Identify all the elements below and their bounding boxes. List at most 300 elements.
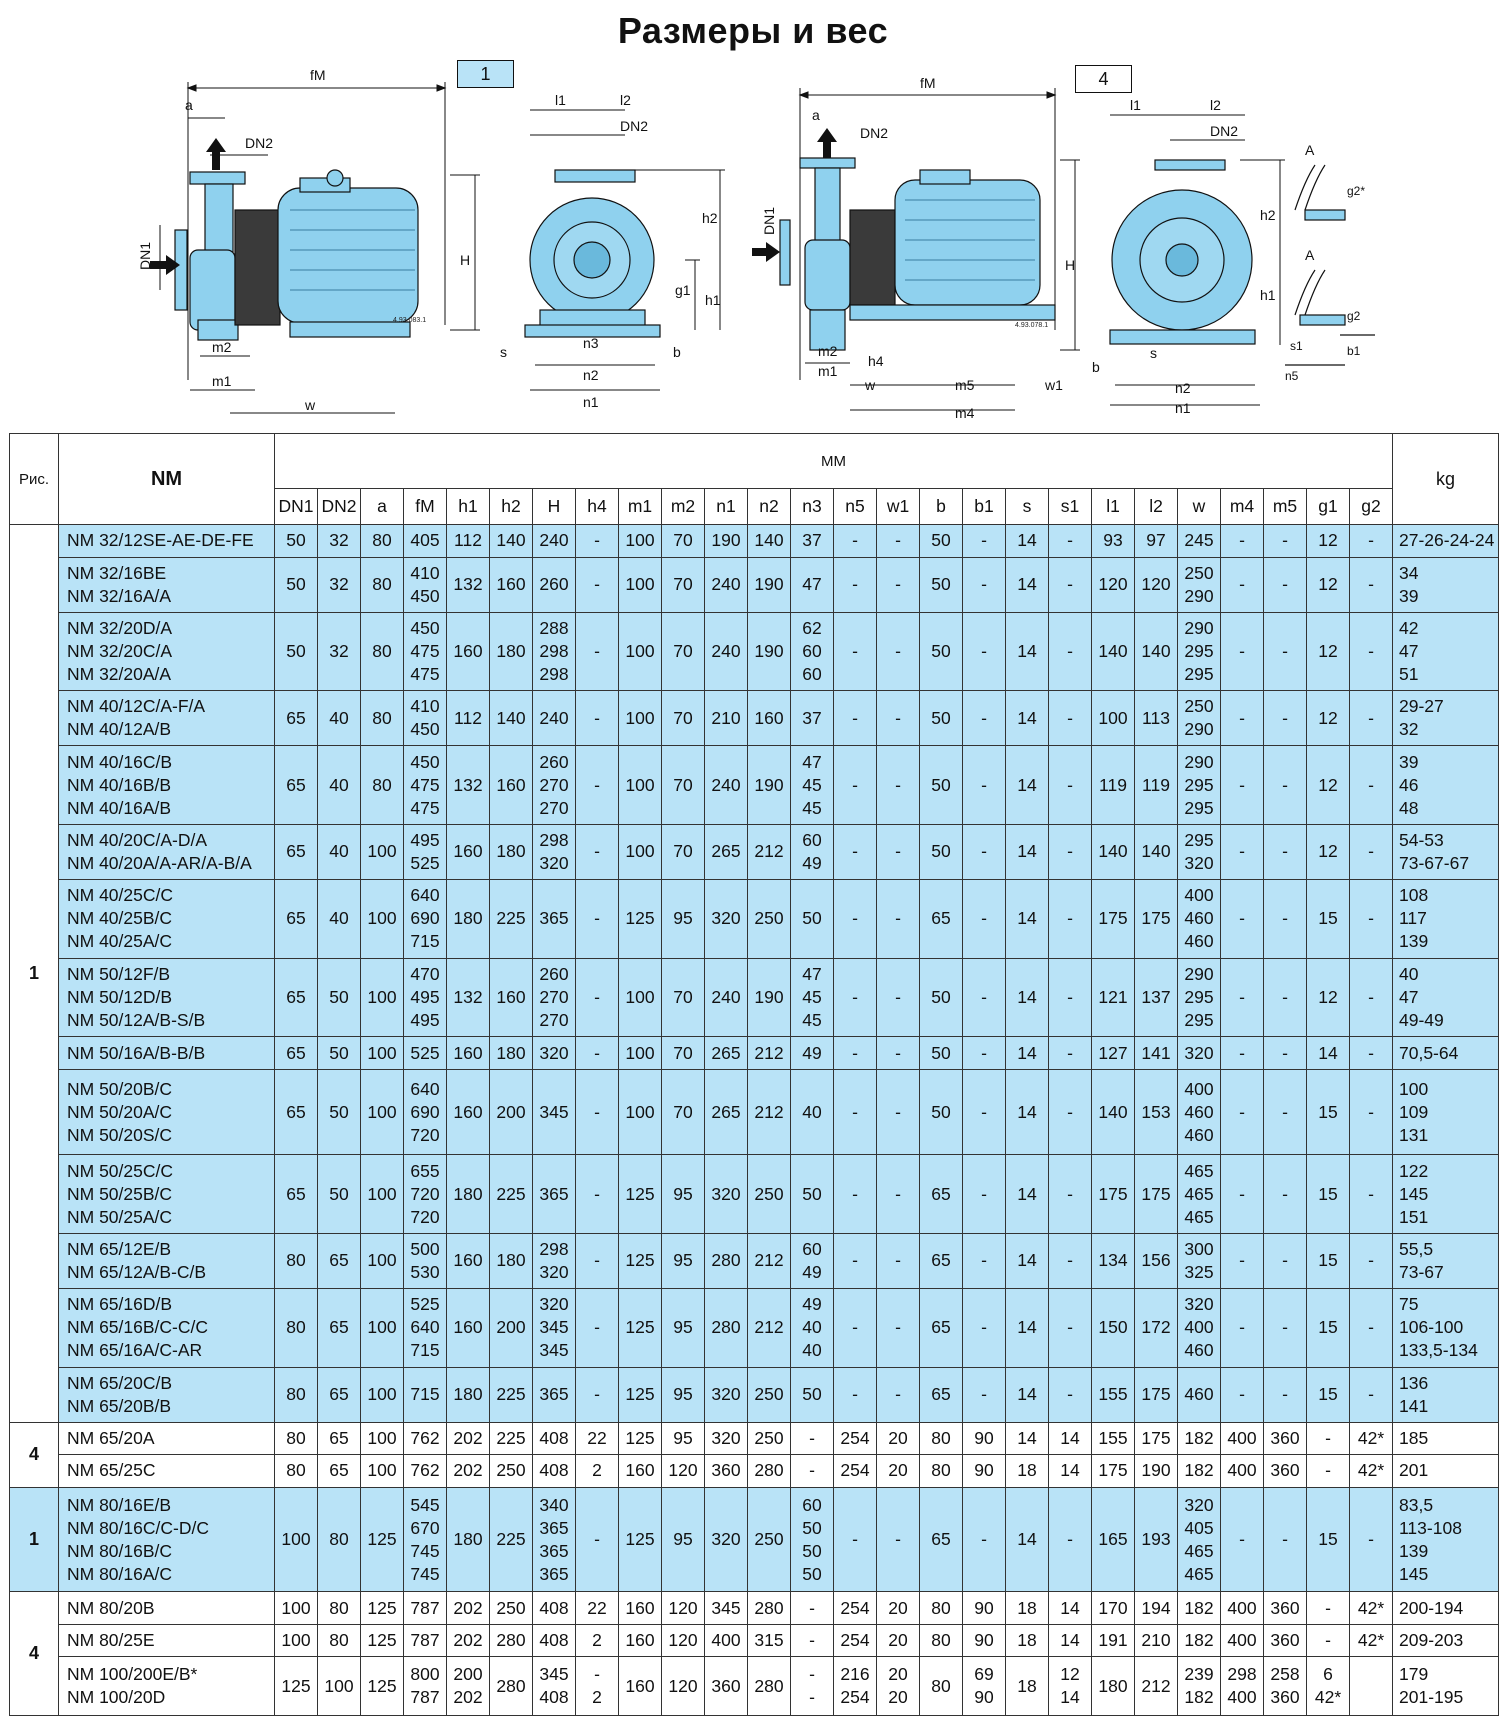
value-cell (748, 1155, 791, 1234)
value: 100 (324, 1675, 354, 1696)
value: 365 (539, 1540, 569, 1561)
model-name: NM 40/16C/B (67, 751, 173, 772)
value: - (594, 1042, 600, 1063)
value-cell (404, 1367, 447, 1422)
value: - (1239, 574, 1245, 595)
value: 65 (329, 1317, 349, 1338)
model-cell (59, 1657, 275, 1716)
value: 525 (410, 852, 440, 873)
value: 360 (1270, 1687, 1300, 1708)
value: 50 (329, 1183, 349, 1204)
value: 640 (410, 885, 440, 906)
value: 125 (625, 908, 655, 929)
value: 95 (673, 1250, 693, 1271)
dim-fM-label: fM (920, 75, 936, 91)
value-cell (361, 1069, 404, 1154)
value-cell (877, 746, 920, 825)
value-cell (619, 1155, 662, 1234)
value-cell (1049, 1037, 1092, 1070)
value: - (1368, 1250, 1374, 1271)
value: 175 (1141, 908, 1171, 929)
value: 190 (711, 530, 741, 551)
value: 14 (1017, 774, 1037, 795)
value: - (1368, 640, 1374, 661)
value-cell (1135, 1657, 1178, 1716)
value: 365 (539, 1183, 569, 1204)
value-cell (963, 880, 1006, 959)
value: 525 (410, 1294, 440, 1315)
value-cell (490, 1155, 533, 1234)
value-cell (662, 1288, 705, 1367)
value: - (1368, 1042, 1374, 1063)
value-cell (1307, 612, 1350, 691)
value-cell (1350, 746, 1393, 825)
value: - (1368, 1384, 1374, 1405)
weight-value: 73-67-67 (1399, 852, 1470, 873)
weight-value: 106-100 (1399, 1317, 1464, 1338)
value-cell (533, 557, 576, 612)
value-cell (533, 691, 576, 746)
value: - (1239, 1529, 1245, 1550)
value-cell (1307, 746, 1350, 825)
value: 14 (1017, 1250, 1037, 1271)
value: 320 (1184, 1042, 1214, 1063)
value: 254 (840, 1687, 870, 1708)
value: 125 (367, 1529, 397, 1550)
value: 495 (410, 986, 440, 1007)
value: 140 (1098, 1101, 1128, 1122)
value-cell (576, 958, 619, 1037)
model-name: NM 32/20C/A (67, 640, 173, 661)
value: - (981, 1250, 987, 1271)
value-cell (318, 1367, 361, 1422)
value: 50 (802, 908, 822, 929)
value: 100 (367, 1384, 397, 1405)
value: 2 (592, 1687, 602, 1708)
dim-b-label: b (673, 344, 681, 360)
value-cell (533, 1422, 576, 1455)
value-cell (791, 557, 834, 612)
model-cell (59, 1487, 275, 1591)
value: 140 (754, 530, 784, 551)
value: 180 (496, 1250, 526, 1271)
value: 100 (367, 1042, 397, 1063)
value-cell (1264, 1487, 1307, 1591)
value-cell (920, 1657, 963, 1716)
value: 32 (329, 530, 349, 551)
value-cell (533, 1455, 576, 1488)
value-cell (877, 1455, 920, 1488)
value: 160 (453, 841, 483, 862)
value: 202 (453, 1630, 483, 1651)
value: - (981, 640, 987, 661)
value: 212 (754, 1317, 784, 1338)
value-cell (1178, 1037, 1221, 1070)
value: 182 (1184, 1687, 1214, 1708)
value-cell (1350, 1233, 1393, 1288)
value: 450 (410, 617, 440, 638)
dim-DN1-label: DN1 (137, 241, 153, 270)
value-cell (1264, 958, 1307, 1037)
value-cell (791, 746, 834, 825)
value-cell (619, 1455, 662, 1488)
value: 290 (1184, 751, 1214, 772)
value-cell (404, 1069, 447, 1154)
value: - (852, 986, 858, 1007)
value: 408 (539, 1597, 569, 1618)
weight-value: 117 (1399, 908, 1427, 929)
value-cell (963, 1455, 1006, 1488)
value-cell (404, 746, 447, 825)
value: 182 (1184, 1427, 1214, 1448)
value-cell (533, 612, 576, 691)
value-cell (619, 525, 662, 558)
value-cell (920, 612, 963, 691)
value: 65 (329, 1384, 349, 1405)
value-cell (705, 1487, 748, 1591)
value-cell (619, 1624, 662, 1657)
value: 50 (931, 530, 951, 551)
value: 6 (1323, 1664, 1333, 1685)
value: - (1282, 1183, 1288, 1204)
value: - (895, 986, 901, 1007)
value-cell (404, 1455, 447, 1488)
value: 175 (1141, 1427, 1171, 1448)
value-cell (1350, 1455, 1393, 1488)
value: - (1368, 1101, 1374, 1122)
value: 408 (539, 1630, 569, 1651)
value: 80 (286, 1460, 306, 1481)
value: 12 (1318, 707, 1338, 728)
value-cell (1049, 557, 1092, 612)
weight-cell (1393, 1592, 1499, 1625)
section-A-label-bottom: A (1305, 247, 1315, 263)
value-cell (834, 1422, 877, 1455)
table-row (10, 1069, 1499, 1154)
value-cell (963, 1367, 1006, 1422)
model-cell (59, 1037, 275, 1070)
value-cell (834, 1657, 877, 1716)
dim-m1-label: m1 (818, 363, 838, 379)
value: 715 (410, 1384, 440, 1405)
value-cell (275, 1624, 318, 1657)
value: 545 (410, 1494, 440, 1515)
value-cell (834, 1288, 877, 1367)
value-cell (662, 525, 705, 558)
model-name: NM 40/20A/A-AR/A-B/A (67, 852, 252, 873)
value-cell (748, 1592, 791, 1625)
value: 360 (1270, 1427, 1300, 1448)
value-cell (447, 1422, 490, 1455)
value: - (981, 1101, 987, 1122)
value-cell (748, 1233, 791, 1288)
value: - (594, 1529, 600, 1550)
table-row (10, 958, 1499, 1037)
value-cell (1350, 958, 1393, 1037)
value: 60 (802, 1494, 822, 1515)
value-cell (447, 1657, 490, 1716)
value: 95 (673, 1529, 693, 1550)
value-cell (1049, 1367, 1092, 1422)
value-cell (1049, 1422, 1092, 1455)
value-cell (447, 557, 490, 612)
value: 290 (1184, 585, 1214, 606)
value-cell (490, 1422, 533, 1455)
value-cell (275, 1155, 318, 1234)
weight-value: 201 (1399, 1460, 1429, 1481)
value: 121 (1098, 986, 1128, 1007)
value: 175 (1098, 1183, 1128, 1204)
value: 160 (496, 774, 526, 795)
value: 495 (410, 1009, 440, 1030)
value: 50 (931, 574, 951, 595)
value: 715 (410, 931, 440, 952)
value: 172 (1141, 1317, 1171, 1338)
value-cell (963, 1624, 1006, 1657)
model-cell (59, 1233, 275, 1288)
weight-value: 39 (1399, 585, 1419, 606)
model-name: NM 80/20B (67, 1597, 155, 1618)
value-cell (1178, 525, 1221, 558)
value: 295 (1184, 640, 1214, 661)
value-cell (1092, 880, 1135, 959)
pump-side-view-fig4 (760, 70, 1090, 425)
value: 132 (453, 986, 483, 1007)
foot-detail-A (1285, 140, 1385, 390)
value: 250 (754, 1384, 784, 1405)
value-cell (1092, 1624, 1135, 1657)
value: - (1325, 1427, 1331, 1448)
value-cell (447, 1233, 490, 1288)
value-cell (1006, 1455, 1049, 1488)
value-cell (662, 746, 705, 825)
value-cell (533, 1657, 576, 1716)
model-cell (59, 1069, 275, 1154)
value-cell (619, 612, 662, 691)
value-cell (1178, 1233, 1221, 1288)
weight-cell (1393, 1367, 1499, 1422)
value: - (1239, 1101, 1245, 1122)
model-cell (59, 1367, 275, 1422)
value-cell (877, 1233, 920, 1288)
value: 50 (286, 530, 306, 551)
value-cell (318, 1455, 361, 1488)
value-cell (1350, 1657, 1393, 1716)
value-cell (275, 1422, 318, 1455)
header-model: NM (59, 434, 275, 525)
value: 80 (286, 1317, 306, 1338)
value: - (1282, 1529, 1288, 1550)
value: - (895, 1183, 901, 1204)
value-cell (1006, 1288, 1049, 1367)
column-header: m1 (619, 489, 662, 525)
value: 270 (539, 797, 569, 818)
model-cell (59, 746, 275, 825)
value-cell (877, 691, 920, 746)
value-cell (791, 1069, 834, 1154)
value-cell (275, 824, 318, 879)
value: - (1282, 707, 1288, 728)
value-cell (1264, 557, 1307, 612)
dim-n5-label: n5 (1285, 369, 1299, 383)
value-cell (1092, 824, 1135, 879)
value: 15 (1318, 908, 1338, 929)
value: 95 (673, 908, 693, 929)
value-cell (662, 1155, 705, 1234)
column-header: h4 (576, 489, 619, 525)
dim-DN2-label: DN2 (860, 125, 889, 141)
value-cell (404, 1657, 447, 1716)
value-cell (963, 1155, 1006, 1234)
value-cell (1092, 1422, 1135, 1455)
value: 160 (453, 1317, 483, 1338)
value-cell (662, 1037, 705, 1070)
value: 14 (1060, 1427, 1080, 1448)
value-cell (834, 824, 877, 879)
value: 125 (367, 1630, 397, 1651)
value-cell (490, 1367, 533, 1422)
value-cell (877, 1288, 920, 1367)
value-cell (1264, 1037, 1307, 1070)
weight-value: 39 (1399, 751, 1419, 772)
weight-value: 139 (1399, 931, 1429, 952)
weight-value: 73-67 (1399, 1261, 1444, 1282)
value: 400 (1227, 1597, 1257, 1618)
value: 95 (673, 1317, 693, 1338)
value: 15 (1318, 1384, 1338, 1405)
dim-m2-label: m2 (212, 339, 232, 355)
value: 65 (931, 1317, 951, 1338)
value: - (895, 707, 901, 728)
model-name: NM 40/25A/C (67, 931, 173, 952)
value: 212 (754, 841, 784, 862)
weight-cell (1393, 1069, 1499, 1154)
dim-DN2-label: DN2 (245, 135, 274, 151)
column-header: m2 (662, 489, 705, 525)
value: 62 (802, 617, 822, 638)
value: 400 (1184, 885, 1214, 906)
dim-b1-label: b1 (1347, 344, 1361, 358)
value-cell (1006, 1367, 1049, 1422)
value: - (981, 1183, 987, 1204)
value: 160 (625, 1597, 655, 1618)
dim-DN1-label: DN1 (761, 206, 777, 235)
weight-value: 55,5 (1399, 1238, 1434, 1259)
dim-g2-label: g2 (1347, 309, 1361, 323)
value: 400 (1184, 1317, 1214, 1338)
value: 460 (1184, 931, 1214, 952)
value-cell (1092, 691, 1135, 746)
value: 125 (625, 1317, 655, 1338)
value: - (981, 530, 987, 551)
value: 298 (539, 829, 569, 850)
value: - (1067, 1250, 1073, 1271)
value: 720 (410, 1206, 440, 1227)
value: 320 (1184, 852, 1214, 873)
value-cell (275, 1367, 318, 1422)
model-cell (59, 958, 275, 1037)
value-cell (748, 1624, 791, 1657)
value: 18 (1017, 1597, 1037, 1618)
value-cell (1221, 691, 1264, 746)
value: 14 (1017, 1427, 1037, 1448)
value-cell (1006, 958, 1049, 1037)
value-cell (619, 1037, 662, 1070)
value-cell (490, 557, 533, 612)
value-cell (275, 557, 318, 612)
value: 14 (1017, 574, 1037, 595)
value-cell (834, 746, 877, 825)
value-cell (1006, 1624, 1049, 1657)
value: 315 (754, 1630, 784, 1651)
weight-value: 75 (1399, 1294, 1419, 1315)
value: 50 (931, 1042, 951, 1063)
value-cell (662, 958, 705, 1037)
value-cell (533, 824, 576, 879)
value: - (852, 530, 858, 551)
value: 155 (1098, 1427, 1128, 1448)
value-cell (404, 1288, 447, 1367)
value: 95 (673, 1427, 693, 1448)
value: - (895, 574, 901, 595)
value: 49 (802, 1294, 822, 1315)
value-cell (748, 691, 791, 746)
value-cell (1221, 880, 1264, 959)
value-cell (1178, 880, 1221, 959)
value-cell (1178, 1624, 1221, 1657)
value-cell (1049, 525, 1092, 558)
value: 239 (1184, 1664, 1214, 1685)
value: 254 (840, 1460, 870, 1481)
value-cell (1049, 1624, 1092, 1657)
value-cell (705, 612, 748, 691)
value-cell (705, 1367, 748, 1422)
value-cell (1307, 1155, 1350, 1234)
value: 120 (1141, 574, 1171, 595)
value: - (981, 1317, 987, 1338)
value: - (1325, 1630, 1331, 1651)
value-cell (705, 1288, 748, 1367)
value: 50 (931, 986, 951, 1007)
table-row (10, 1155, 1499, 1234)
value-cell (1350, 1422, 1393, 1455)
value-cell (1135, 525, 1178, 558)
value: 150 (1098, 1317, 1128, 1338)
value: 465 (1184, 1183, 1214, 1204)
value: - (895, 1529, 901, 1550)
table-row (10, 880, 1499, 959)
value-cell (877, 612, 920, 691)
weight-value: 83,5 (1399, 1494, 1434, 1515)
drawing-ref: 4.93.078.1 (1015, 322, 1049, 329)
value: 225 (496, 1384, 526, 1405)
value-cell (662, 691, 705, 746)
table-row (10, 1657, 1499, 1716)
value-cell (1221, 1455, 1264, 1488)
table-row (10, 691, 1499, 746)
value: 20 (888, 1460, 908, 1481)
table-row (10, 1233, 1499, 1288)
value-cell (705, 691, 748, 746)
value: 410 (410, 562, 440, 583)
value: 787 (410, 1687, 440, 1708)
value-cell (1049, 824, 1092, 879)
value: - (1239, 774, 1245, 795)
value: 225 (496, 1427, 526, 1448)
value: - (1239, 841, 1245, 862)
value-cell (1350, 1069, 1393, 1154)
value-cell (576, 1288, 619, 1367)
